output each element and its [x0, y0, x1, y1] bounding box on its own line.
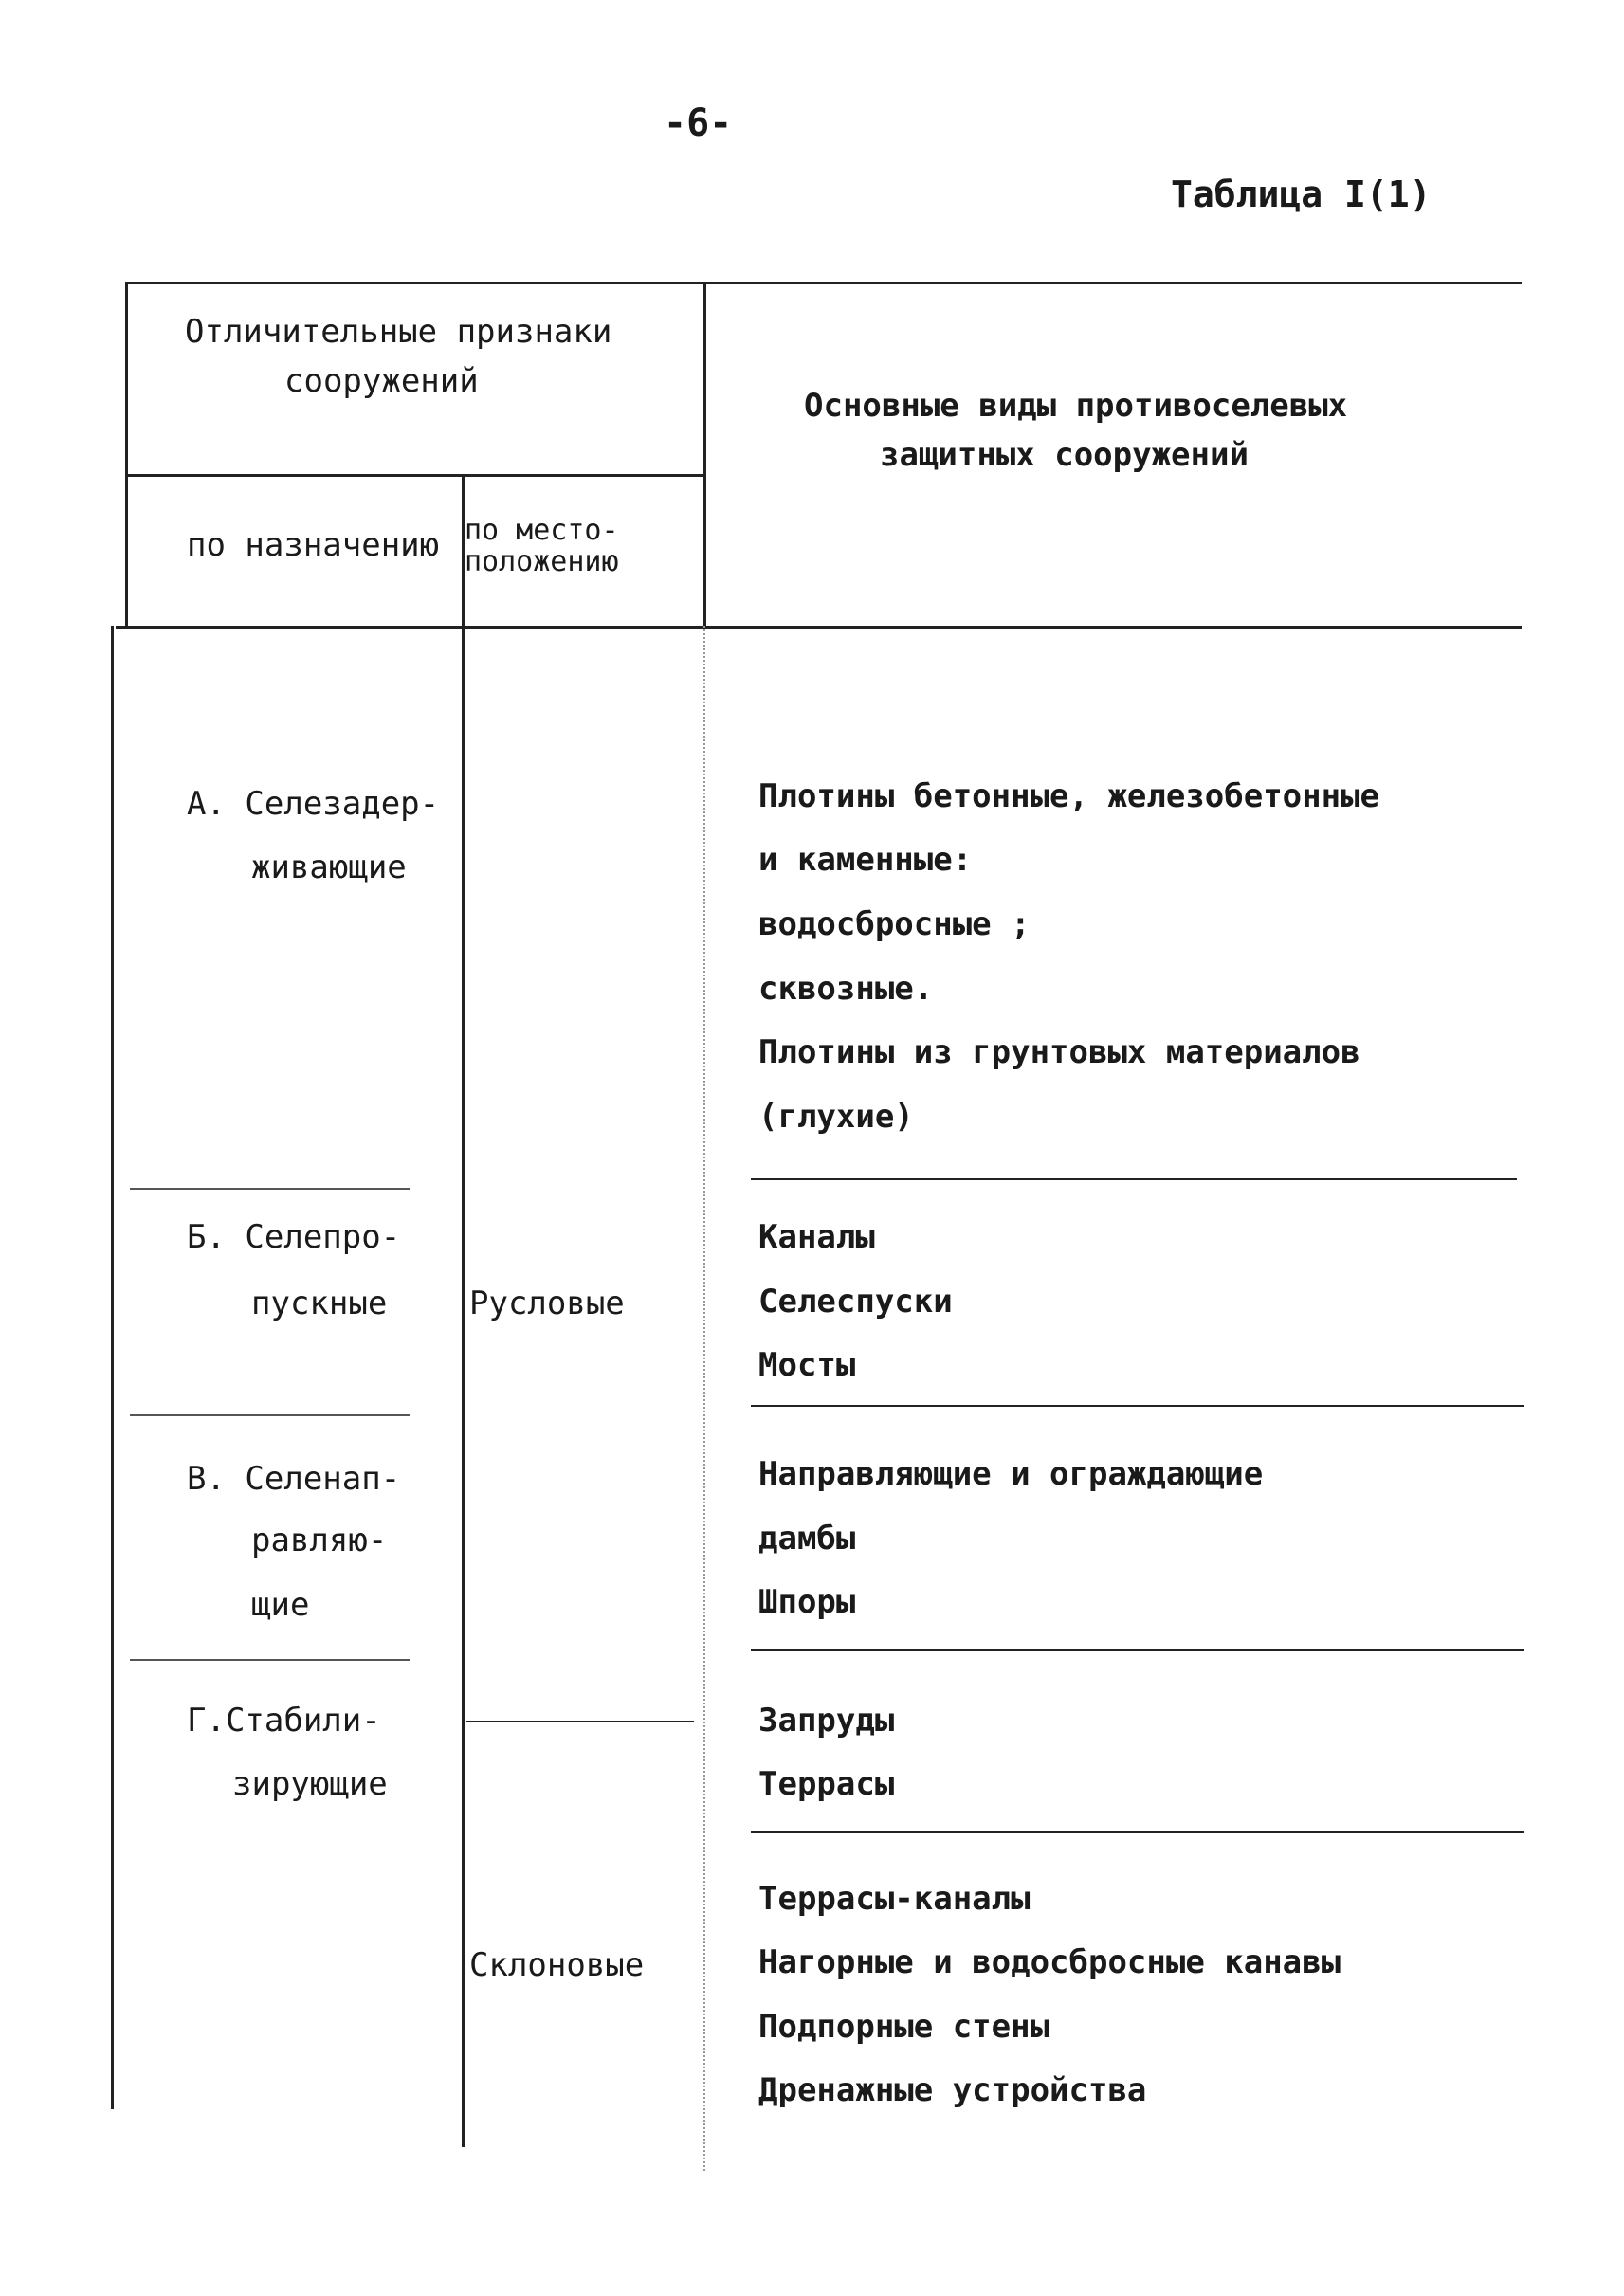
features-title-line1: Отличительные признаки — [185, 313, 612, 351]
type-a-3: водосбросные ; — [758, 905, 1031, 943]
types-title-line2: защитных сооружений — [880, 436, 1249, 474]
type-b-3: Мосты — [758, 1346, 856, 1384]
type-g-slope-3: Подпорные стены — [758, 2008, 1050, 2046]
purpose-a-line1: А. Селезадер- — [187, 785, 440, 823]
type-g-slope-4: Дренажные устройства — [758, 2071, 1147, 2109]
purpose-v-line3: щие — [251, 1586, 310, 1624]
type-v-1: Направляющие и ограждающие — [758, 1455, 1264, 1493]
features-title-line2: сооружений — [284, 362, 479, 400]
row-separator-b — [130, 1414, 410, 1416]
location-slope: Склоновые — [469, 1946, 645, 1984]
header-bottom-rule — [116, 626, 1522, 629]
table-left-border-header — [125, 282, 128, 626]
by-location-header-line2: положению — [465, 545, 619, 578]
types-title-line1: Основные виды противоселевых — [804, 387, 1348, 425]
type-a-1: Плотины бетонные, железобетонные — [758, 777, 1380, 815]
type-v-3: Шпоры — [758, 1583, 856, 1621]
purpose-b-line2: пускные — [251, 1285, 388, 1322]
purpose-g-line1: Г.Стабили- — [187, 1702, 381, 1740]
purpose-v-line1: В. Селенап- — [187, 1460, 401, 1498]
type-g-channel-2: Террасы — [758, 1765, 895, 1803]
type-a-6: (глухие) — [758, 1098, 914, 1136]
row-separator-v — [130, 1659, 410, 1661]
location-column-divider — [462, 626, 465, 2147]
header-subdivider — [128, 474, 706, 477]
types-separator-a — [751, 1178, 1517, 1180]
by-purpose-header: по назначению — [187, 526, 440, 564]
table-left-border — [111, 626, 114, 2109]
table-label: Таблица I(1) — [1171, 173, 1432, 215]
purpose-v-line2: равляю- — [251, 1522, 388, 1559]
types-separator-v — [751, 1649, 1524, 1651]
type-g-slope-1: Террасы-каналы — [758, 1880, 1031, 1918]
page-number: -6- — [664, 101, 733, 145]
purpose-b-line1: Б. Селепро- — [187, 1218, 401, 1256]
type-a-4: сквозные. — [758, 970, 934, 1008]
by-location-header-line1: по место- — [465, 514, 619, 547]
type-b-2: Селеспуски — [758, 1283, 953, 1321]
type-v-2: дамбы — [758, 1520, 856, 1558]
types-separator-g-channel — [751, 1831, 1524, 1833]
location-channel: Русловые — [469, 1285, 625, 1322]
type-b-1: Каналы — [758, 1218, 875, 1256]
purpose-g-line2: зирующие — [232, 1765, 388, 1803]
types-column-divider — [703, 626, 705, 2171]
type-g-slope-2: Нагорные и водосбросные канавы — [758, 1943, 1341, 1981]
type-g-channel-1: Запруды — [758, 1702, 895, 1740]
table-top-rule — [128, 282, 1522, 284]
column-divider-header — [703, 282, 706, 626]
location-separator — [466, 1721, 694, 1722]
type-a-2: и каменные: — [758, 841, 973, 879]
types-separator-b — [751, 1405, 1524, 1407]
row-separator-a — [130, 1188, 410, 1190]
type-a-5: Плотины из грунтовых материалов — [758, 1033, 1360, 1071]
purpose-a-line2: живающие — [251, 848, 407, 886]
